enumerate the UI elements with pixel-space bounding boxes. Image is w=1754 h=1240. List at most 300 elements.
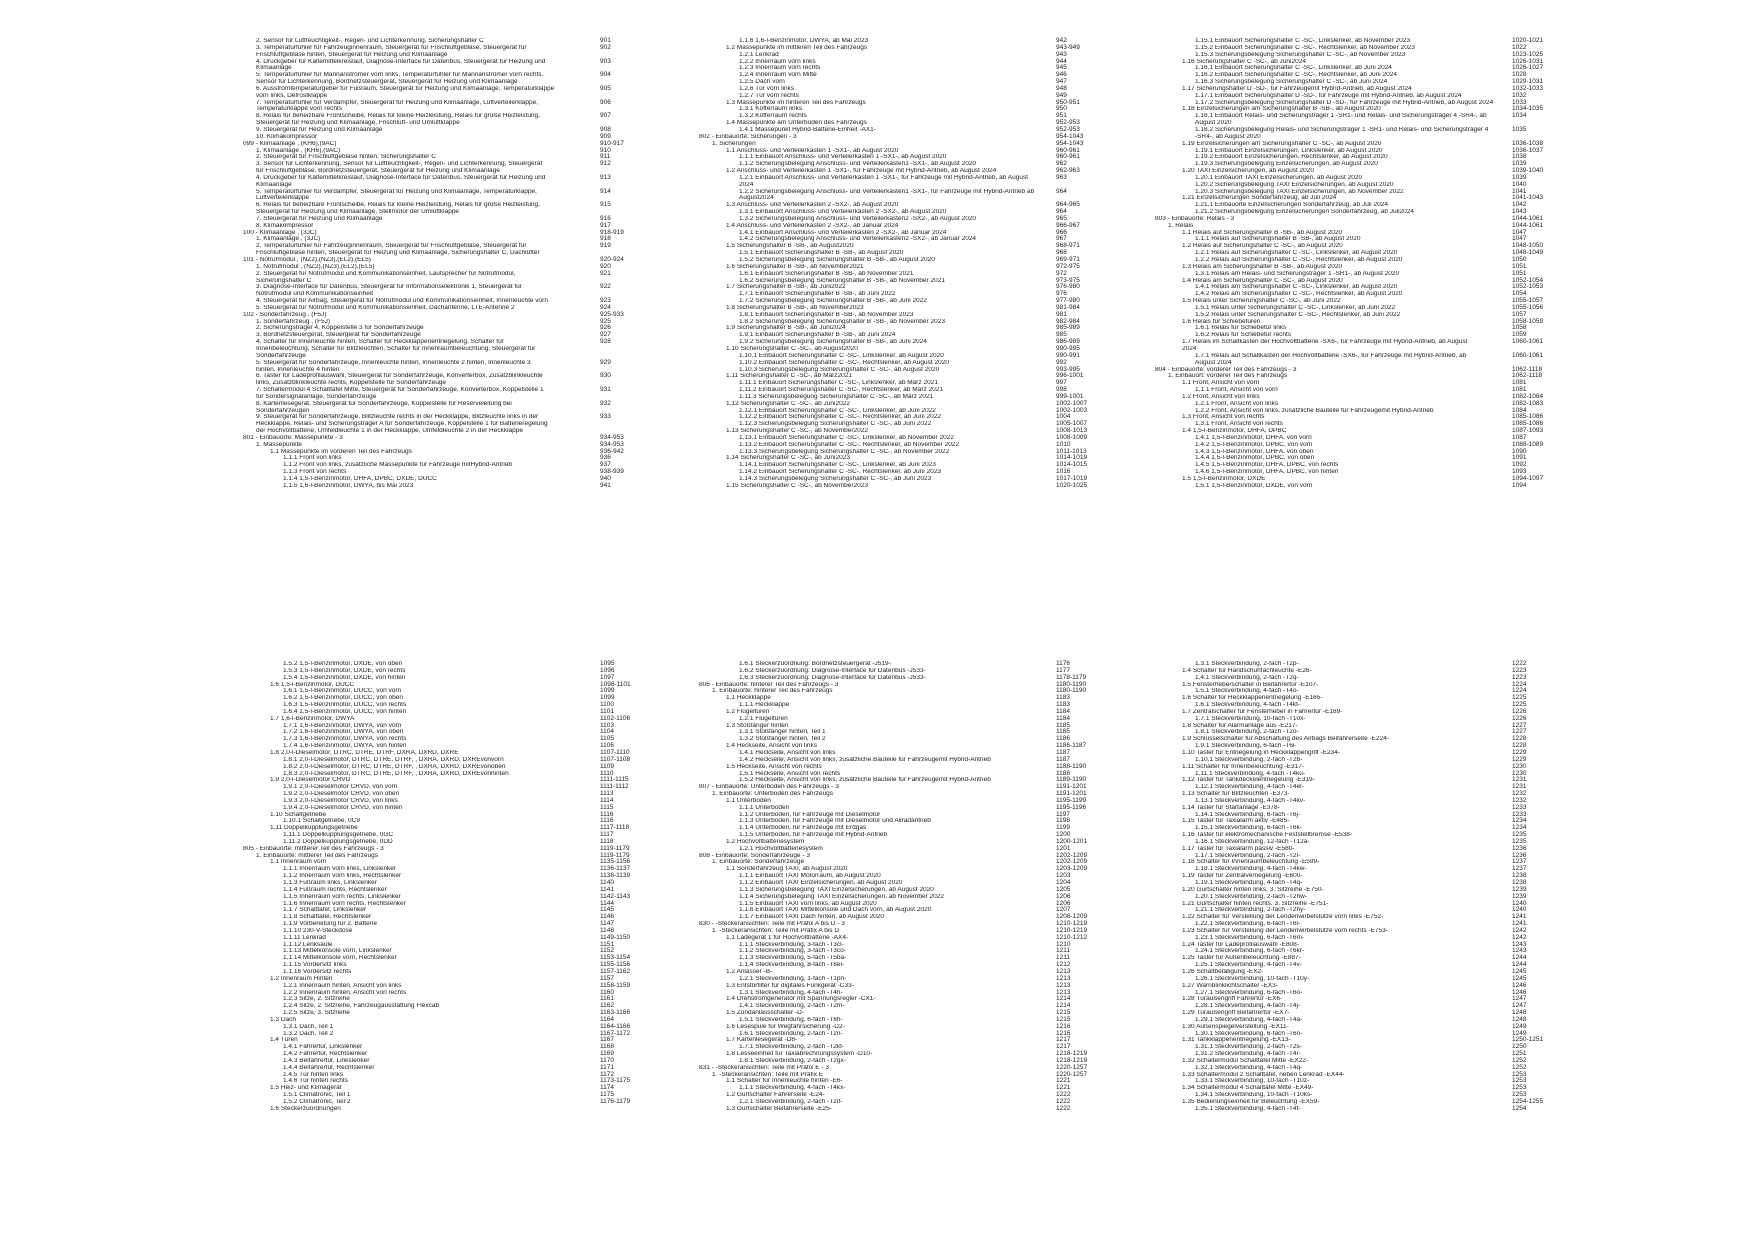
toc-entry-title: 3. Bordnetzsteuergerät, Steuergerät für Sonderfahrzeuge [256,332,421,339]
toc-entry-page: 954-1043 [1056,132,1084,140]
toc-entry [699,175,1129,182]
toc-entry-page: 1020-1025 [1056,481,1088,489]
toc-entry-title: Sonderfahrzeugen [256,407,310,414]
toc-entry-title: 8. Klimakompressor [256,222,314,229]
toc-entry-title: 1.1 Unterboden [726,797,771,804]
toc-entry-title: 1.32.1 Steckverbindung, 4-fach -T4q- [1195,1064,1303,1071]
toc-entry-page: 1043 [1512,208,1527,216]
toc-entry-page: 1224 [1512,680,1527,688]
toc-entry-page: 962-963 [1056,167,1080,175]
toc-entry-title: 1.9 2,0-l-Dieselmotor CRVD [270,777,351,784]
toc-entry-title: 1.10 Taster für Entriegelung in Heckklappengriff -E234- [1182,749,1341,756]
toc-entry-page: 990-991 [1056,351,1080,359]
toc-entry [243,387,673,394]
toc-entry-title: 1.11.1 Doppelkupplungsgetriebe, 0GC [283,832,394,839]
toc-entry-page: 1011-1013 [1056,447,1087,455]
toc-entry-title: 1.11.1 Einbauort Sicherungshalter C -SC-, Linkslenker, ab März 2021 [739,380,938,387]
toc-entry-page: 1176 [1056,660,1070,667]
toc-entry-title: 1. Massepunkte [256,441,302,448]
toc-entry-title: 1.28 Türaußengriff Fahrertür -EX6- [1182,996,1283,1003]
toc-entry-title: 1.1.5 Innenraum vorn rechts, Linkslenker [283,893,401,900]
toc-page-2 [0,620,1754,1240]
toc-entry-page: 1101 [600,707,614,715]
toc-entry-title: 1.4.6 1,5-l-Benzinmotor, DHFA, DPBC, von hinten [1195,469,1339,476]
toc-entry-title: 1.2.2 Relais auf Sicherungshalter C -SC-, Rechtslenker, ab August 2020 [1195,257,1403,263]
toc-entry-title: 1.2 Front, Ansicht von links [1182,393,1260,400]
toc-entry-page: 1243 [1512,940,1527,948]
toc-entry-title: 1.7 Zentralschalter für Fensterheber in Fahrertür -E189- [1182,708,1343,715]
toc-entry-page: 1241 [1512,913,1527,921]
toc-entry-page: 1087-1093 [1512,427,1544,435]
toc-entry-title: 1.5.1 Steckverbindung, 6-fach -T6h- [739,1016,843,1023]
toc-entry-title: 1.3.1 Steckverbindung, 4-fach -T4h- [739,989,843,996]
toc-entry-title: 1.15.1 Einbauort Sicherungshalter C -SC-, Linkslenker, ab November 2023 [1195,38,1410,44]
toc-entry-page: 1095 [600,660,615,667]
toc-entry-page: 929 [600,358,611,366]
toc-entry-title: 1.8 Schalter für Alarmanlage aus -E217- [1182,722,1298,729]
toc-entry-page: 1251 [1512,1050,1527,1058]
toc-entry-title: 1.10.1 Steckverbindung, 2-fach -T2b- [1195,756,1303,763]
toc-entry-title: 1.1.3 Front von rechts [283,469,347,476]
toc-entry-title: 1.2.3 Sitze, 2. Sitzreihe [283,996,350,1003]
toc-entry-page: 927 [600,331,611,339]
toc-entry-title: 1.19.1 Einbauort Einzelsicherungen, Linkslenker, ab August 2020 [1195,147,1383,154]
toc-entry-page: 1171 [600,1063,614,1071]
toc-entry-page: 990-995 [1056,344,1080,352]
toc-entry-title: 1. Einbauorte: Unterboden des Fahrzeugs [712,791,834,798]
toc-entry-page: 1211 [1056,947,1070,955]
toc-entry-title: 1. Einbauorte: Sonderfahrzeuge [712,859,805,866]
toc-entry-page: 1185 [1056,721,1070,729]
toc-entry-page: 1229 [1512,748,1527,756]
toc-entry-title: 2. Steuergerät für Notrufmodul und Kommunikationseinheit, Lautsprecher für Notrufmodul, [256,270,516,277]
toc-entry-title: 1.7 1,6-l-Benzinmotor, DWYA [270,715,355,722]
toc-entry-page: 1214 [1056,995,1071,1003]
toc-entry-title: 1.2 Innenraum Hinten [270,975,333,982]
toc-entry-page: 1113 [600,790,614,798]
toc-entry-title: 6. Relais für beheizbare Frontscheibe, Relais für kleine Heizleistung, Relais für große Heizleistung, [256,202,540,209]
toc-entry-page: 1052-1053 [1512,283,1544,291]
toc-entry-title: 1.10 Sicherungshalter C -SC-, ab August2020 [726,345,858,352]
toc-entry-title: 1.18 Einzelsicherungen am Sicherungshalter B -SB-, ab August 2020 [1182,106,1381,113]
toc-entry-page: 1204 [1056,879,1071,886]
toc-entry-title: 1.7 Sicherungshalter B -SB-, ab Juni2022 [726,284,846,291]
toc-entry-page: 1017-1019 [1056,475,1088,482]
toc-entry-page: 1085-1086 [1512,420,1544,428]
toc-entry-page: 1153-1154 [600,954,631,962]
toc-entry-page: 1002-1003 [1056,406,1088,414]
toc-entry-title: 1.2.1 Steckverbindung, 1-fach -T1pn- [739,975,847,982]
toc-entry-page: 1136-1137 [600,865,631,873]
toc-entry-page: 920-924 [600,256,624,263]
toc-entry-title: 1.6.2 1,5-l-Benzinmotor, DUCC, von oben [283,695,403,702]
toc-entry-title: 1.15 Sicherungshalter C -SC-, ab November2023 [726,482,868,489]
toc-entry-page: 1250-1251 [1512,1036,1544,1044]
toc-entry [699,189,1129,196]
toc-entry-page: 1005-1007 [1056,420,1088,428]
toc-entry-page: 1026-1031 [1512,57,1544,65]
toc-entry-page: 1223 [1512,673,1527,681]
toc-entry-page: 919 [600,242,611,250]
toc-entry-title: Steuergerät für Heizung und Klimaanlage, Frischluft- und Umluftklappe [256,120,460,127]
toc-entry-page: 1085-1086 [1512,413,1544,421]
toc-entry-title: 1.1.3 Fußraum links, Linkslenker [283,880,377,886]
toc-entry-page: 1094 [1512,481,1527,489]
toc-entry-title: 1.2 Anschluss- und Verteilerkasten 1 -SX1-, für Fahrzeuge mit Hybrid-Antrieb, ab August 2024 [726,168,997,175]
toc-entry-title: 1.3.2 Sicherungsbelegung Anschluss- und Verteilerkasten2 -SX2-, ab August 2020 [739,215,977,222]
toc-entry-title: 1.11 Doppelkupplungsgetriebe [270,825,358,832]
toc-entry-page: 925 [600,317,611,325]
toc-entry-page: 1184 [1056,714,1070,722]
toc-entry-title: 1.6.1 Steckverbindung, 4-fach -T4kt- [1195,702,1301,709]
toc-entry-title: 1.1.10 230-V-Steckdose [283,927,353,934]
toc-entry-page: 1208-1209 [1056,913,1088,921]
toc-entry-page: 1248 [1512,1009,1527,1017]
toc-entry-title: 1.6 1,5-l-Benzinmotor, DUCC [270,681,355,688]
toc-entry-title: 1. -Steckeransichten: Teile mit Präfix E [712,1071,824,1078]
toc-entry-title: 1.1.9 Vorbereitung für 2. Batterie [283,921,377,928]
toc-entry-page: 1110 [600,769,614,777]
toc-entry-title: 1.1.7 Einbauort TAXI Dach hinten, ab August 2020 [739,914,885,921]
toc-entry-page: 1211 [1056,954,1070,962]
toc-entry-page: 1023-1025 [1512,50,1544,58]
toc-entry-page: 1221 [1056,1084,1071,1092]
toc-entry-page: 1104 [600,728,614,736]
toc-entry-title: 1.13.3 Sicherungsbelegung Sicherungshalter C -SC-, ab November 2022 [739,448,950,455]
toc-entry-title: 9. Steuergerät für Sonderfahrzeuge, Blitzleuchte rechts in der Heckklappe, Blitzleuchte links in der [256,414,539,421]
toc-entry-page: 1164-1166 [600,1022,631,1030]
toc-entry-page: 1032 [1512,91,1527,99]
toc-entry-title: 1.21.2 Sicherungsbelegung Einzelsicherungen Sonderfahrzeug, ab Juli2024 [1195,209,1414,216]
toc-entry-title: 1.1.2 Unterboden, für Fahrzeuge mit Dieselmotor [739,811,881,818]
toc-entry-title: 5. Temperaturfühler für Verdampfer, Steuergerät für Heizung und Klimaanlage, Temperaturklappe, [256,188,537,195]
toc-entry-title: 1.5.1 1,5-l-Benzinmotor, DXDE, von vorn [1195,482,1313,489]
toc-entry-title: 1.3 Massepunkte im hinteren Teil des Fahrzeugs [726,99,866,106]
toc-entry-title: 1.3 Entstörfilter für digitales Funkgerät -C33- [726,982,854,989]
toc-entry-title: 1.4.1 Massepunkt Hybrid-Batterie-Einheit -AX1- [739,126,876,133]
toc-entry-page: 948 [1056,84,1067,92]
toc-entry-page: 942 [1056,37,1067,44]
toc-entry-title: 1.1.1 Front, Ansicht von vorn [1195,387,1278,394]
toc-entry-title: 1.4.1 1,5-l-Benzinmotor, DHFA, von vorn [1195,434,1312,441]
toc-entry-page: 1236 [1512,851,1527,859]
toc-entry-page: 1222 [1056,1091,1071,1099]
toc-entry [243,45,673,52]
toc-entry-title: 1.2.4 Sitze, 2. Sitzreihe, Fahrzeugausstattung Flexcab [283,1003,440,1010]
toc-entry-title: 1.15.1 Steckverbindung, 6-fach -T6k- [1195,825,1302,832]
toc-entry-page: 1195-1199 [1056,796,1087,804]
toc-entry-page: 966 [1056,228,1067,236]
toc-entry-page: 1117 [600,831,614,839]
toc-entry-title: 1.11.2 Einbauort Sicherungshalter C -SC-, Rechtslenker, ab März 2021 [739,387,944,394]
toc-entry-page: 1099 [600,687,615,695]
toc-entry-page: 904 [600,71,611,79]
toc-entry-page: 1186-1187 [1056,742,1087,750]
toc-entry-title: 101 - Notrufmodul , (NZ2),(NZ3),(EL2),(EL5) [243,257,371,263]
toc-entry-title: 1.4 Drehstromgenerator mit Spannungsregler -CX1- [726,996,876,1003]
toc-entry-title: 1.1.1 Steckverbindung, 4-fach -T4kx- [739,1085,846,1092]
toc-entry-page: 1237 [1512,865,1527,873]
toc-entry-title: 1.15.2 Einbauort Sicherungshalter C -SC-, Rechtslenker, ab November 2023 [1195,44,1416,51]
toc-entry-page: 1187 [1056,755,1070,763]
toc-entry-title: 1.4.2 Sicherungsbelegung Anschluss- und Verteilerkasten2 -SX2-, ab Januar 2024 [739,236,977,243]
toc-entry-title: August 2024 [1195,359,1232,366]
toc-entry-title: 1.1 Innenraum vorn [270,859,327,866]
toc-entry [243,189,673,196]
toc-column-1 [243,661,673,1113]
toc-entry-page: 1206 [1056,892,1071,900]
toc-entry-page: 944 [1056,57,1067,65]
toc-entry-title: 1. Einbauorte: hinterer Teil des Fahrzeugs [712,688,833,695]
toc-entry-title: 1.7.1 Relais auf Schaltkasten der Hochvoltbatterie -SX6-, für Fahrzeuge mit Hybrid-Antrieb, ab [1195,352,1467,359]
toc-entry-page: 1041 [1512,187,1527,195]
toc-entry-title: 1.8 Sicherungshalter B -SB-, ab November2023 [726,304,864,311]
toc-entry-title: Heckklappe, Relais- und Sicherungsträger A für Sonderfahrzeuge, Koppelstelle 1 für Batterieregelung [256,421,548,428]
toc-entry-title: 1.3.1 Steckverbindung, 2-fach -T2p- [1195,661,1299,667]
toc-column-2 [699,38,1129,490]
toc-entry-title: 1. Klimaanlage , (KH6),(9AC) [256,147,341,154]
toc-entry-title: 1.16.1 Steckverbindung, 12-fach -T12a- [1195,838,1310,845]
toc-entry-title: 1.34 Schaltermodul 4 Schalttafel Mitte -EX49- [1182,1085,1314,1092]
toc-entry-page: 1155-1156 [600,961,631,969]
toc-entry-title: 1.4 Massepunkte am Unterboden des Fahrzeugs [726,120,867,127]
toc-entry [1155,127,1585,134]
toc-entry-title: 1.1.6 Innenraum vorn rechts, Rechtslenker [283,900,406,907]
toc-entry-page: 1163-1166 [600,1009,631,1017]
toc-entry-page: 1180-1190 [1056,680,1087,688]
toc-entry-title: 2. Steuergerät für Frischluftgebläse hinten, Sicherungshalter C [256,154,436,161]
toc-entry-title: 1.8.1 Einbauort Sicherungshalter B -SB-, ab November 2023 [739,311,914,318]
toc-entry-page: 1243 [1512,947,1527,955]
toc-entry-title: 1.3 Anschluss- und Verteilerkasten 2 -SX2-, ab August 2020 [726,202,899,209]
toc-entry-page: 960-961 [1056,146,1080,154]
toc-entry [699,1106,1129,1113]
toc-entry-page: 1060-1061 [1512,351,1544,359]
toc-entry-title: 1.1.8 Schalttafel, Rechtslenker [283,914,372,921]
toc-entry [243,339,673,346]
toc-entry-page: 1117-1118 [600,824,630,832]
toc-entry-title: 1.11 Sicherungshalter C -SC-, ab März2021 [726,373,852,380]
toc-entry-page: 903 [600,57,611,65]
toc-entry-page: 932 [600,399,611,407]
toc-entry-title: 1.25.1 Steckverbindung, 4-fach -T4v- [1195,962,1302,969]
toc-entry-page: 1180-1190 [1056,687,1087,695]
toc-entry-page: 947 [1056,78,1067,86]
toc-entry-title: 1.17.2 Sicherungsbelegung Sicherungshalter D -SD-, für Fahrzeuge mit Hybrid-Antrieb, ab August 2024 [1195,99,1494,106]
toc-entry-page: 901 [600,37,611,44]
toc-entry-title: 1.30.1 Steckverbindung, 6-fach -T6n- [1195,1030,1303,1037]
toc-entry-title: 1.4.3 1,5-l-Benzinmotor, DHFA, von oben [1195,448,1314,455]
toc-entry-title: 9. Steuergerät für Heizung und Klimaanlage [256,126,383,133]
toc-entry-title: 1.6.1 Einbauort Sicherungshalter B -SB-, ab November 2021 [739,270,914,277]
toc-entry-title: 1.5 Sicherungshalter B -SB-, ab August2020 [726,243,854,250]
toc-entry-title: 1.1.6 Einbauort TAXI Mittelkonsole und Dach vorn, ab August 2020 [739,907,932,914]
toc-entry-page: 941 [600,481,611,489]
toc-entry-title: 1. Klimaanlage , (3JC) [256,236,321,243]
toc-entry-title: 1.4.2 Heckseite, Ansicht von links, zusätzliche Bauteile für Fahrzeugemit Hybrid-Antrieb [739,756,991,763]
toc-entry-page: 1048-1049 [1512,249,1544,257]
toc-entry-title: 7. Schaltermodul 4 Schalttafel Mitte, Steuergerät für Sonderfahrzeuge, Konverterbox, Koppelstelle 1 [256,387,544,394]
toc-entry-title: 1.8.2 Sicherungsbelegung Sicherungshalter B -SB-, ab November 2023 [739,318,945,325]
toc-entry-page: 1041-1043 [1512,194,1544,202]
toc-entry-title: 1.5 Heckseite, Ansicht von rechts [726,763,822,770]
toc-entry-page: 1008-1013 [1056,427,1088,435]
toc-entry-page: 910 [600,146,611,154]
toc-entry-title: 1.26.1 Steckverbindung, 10-fach -T10y- [1195,975,1310,982]
toc-entry-title: 1.1 Schalter für Innenleuchte hinten -E6- [726,1078,843,1085]
toc-entry-page: 1158-1159 [600,981,631,989]
toc-entry [243,483,673,490]
toc-entry-title: 1.5.3 1,5-l-Benzinmotor, DXDE, von rechts [283,667,406,674]
toc-entry-title: 1.2.5 Sitze, 3. Sitzreihe [283,1010,350,1017]
toc-entry-page: 1175 [600,1091,614,1099]
toc-entry-title: hinten, Innenleuchte 4 hinten [256,366,340,373]
toc-entry-page: 976 [1056,290,1067,298]
toc-entry-title: 1.7.1 Steckverbindung, 10-fach -T10x- [1195,715,1306,722]
toc-entry-title: 1.6.3 1,5-l-Benzinmotor, DUCC, von rechts [283,702,407,709]
toc-entry-title: 1.1 Front, Ansicht von vorn [1182,380,1260,387]
toc-entry-title: 1.9.1 Einbauort Sicherungshalter B -SB-, ab Juni 2024 [739,332,896,339]
toc-entry-page: 1168 [600,1043,614,1051]
toc-entry-title: 802 - Einbauorte: Sicherungen - 3 [699,133,797,140]
toc-entry-page: 1205 [1056,885,1071,893]
toc-entry-title: 1.4.1 Steckverbindung, 2-fach -T2m- [739,1003,845,1010]
toc-entry-title: 1.9.2 2,0-l-Dieselmotor CRVD, von oben [283,791,400,798]
toc-entry-title: 1.4 1,5-l-Benzinmotor, DHFA, DPBC [1182,428,1287,435]
toc-entry-title: 1.20 TAXI Einzelsicherungen, ab August 2020 [1182,168,1315,175]
toc-entry-title: Klimaanlage [256,181,292,188]
toc-entry-page: 1213 [1056,967,1071,975]
toc-entry-page: 950-951 [1056,98,1080,106]
toc-entry-page: 1055-1056 [1512,303,1544,311]
toc-entry-page: 1177 [1056,666,1070,674]
toc-entry-title: 1.1.12 Lenksäule [283,941,333,948]
toc-entry-title: 2024 [739,181,754,188]
toc-entry-page: 1144 [600,899,614,907]
toc-entry-title: 1.1.15 Vordersitz links [283,962,347,969]
toc-entry-title: 1.15 Taster für Taxialarm aktiv -E485- [1182,818,1290,825]
toc-entry-title: 1.2.2 Front, Ansicht von links, zusätzliche Bauteile für Fahrzeugemit Hybrid-Antrieb [1195,407,1434,414]
toc-entry-title: 1.23.1 Steckverbindung, 6-fach -T6m- [1195,934,1305,941]
toc-entry-page: 1020-1021 [1512,37,1544,44]
toc-entry-title: 5. Temperaturfühler für Mannanströmer vorn links, Temperaturfühler für Mannanströmer vorn rechts, [256,72,544,79]
toc-entry-page: 1107-1110 [600,748,630,756]
toc-entry-title: 1.3.1 Front, Ansicht von rechts [1195,421,1283,428]
toc-entry-page: 1235 [1512,837,1527,845]
toc-entry-title: 1.1.1 Heckklappe [739,702,790,709]
toc-entry-page: 1161 [600,995,614,1003]
toc-entry-title: 1.16 Taster für elektromechanische Feststellbremse -E538- [1182,832,1353,839]
toc-entry-title: 2024 [1182,345,1197,352]
toc-entry-title: 1. Sonderfahrzeug , (F5J) [256,318,331,325]
toc-entry-title: 1.4 Türen [270,1037,298,1044]
toc-entry-page: 1228 [1512,742,1527,750]
toc-entry-title: 1.4.5 Tür hinten links [283,1071,344,1078]
toc-entry-title: 1.1.2 Innenraum vorn links, Rechtslenker [283,873,402,880]
toc-entry-title: 1.3.2 Dach, Teil 2 [283,1030,334,1037]
toc-entry-page: 1054 [1512,290,1527,298]
toc-entry-title: 4. Druckgeber für Kältemittelkreislauf, Diagnose-Interface für Datenbus, Steuergerät für Heizung und [256,58,546,65]
toc-entry-page: 1223 [1512,666,1527,674]
toc-entry-page: 902 [600,43,611,51]
toc-entry-title: 1.13.1 Einbauort Sicherungshalter C -SC-, Linkslenker, ab November 2022 [739,434,954,441]
toc-entry-page: 1247 [1512,1002,1527,1010]
toc-entry-page: 1242 [1512,933,1527,941]
toc-entry-title: 1.2.7 Tür vorn rechts [739,92,799,99]
toc-entry-title: 1.14 Taster für Startanlage -E378- [1182,804,1280,811]
toc-entry-title: 1.2.1 Steckverbindung, 2-fach -T2if- [739,1099,843,1105]
toc-entry-title: 1.1.1 Steckverbindung, 3-fach -T3cl- [739,941,844,948]
toc-entry-page: 1232 [1512,790,1527,798]
toc-entry-page: 1008-1009 [1056,433,1088,441]
toc-entry-page: 1157 [600,974,614,982]
toc-entry-title: 1.20.3 Sicherungsbelegung TAXI Einzelsicherungen, ab November 2022 [1195,188,1404,195]
toc-entry-page: 1210-1219 [1056,920,1088,928]
toc-entry-title: 1.1.1 Relais auf Sicherungshalter B -SB-, ab August 2020 [1195,236,1361,243]
toc-entry-title: Sicherungshalter C [256,277,312,284]
toc-entry-page: 1227 [1512,728,1527,736]
toc-entry [243,243,673,250]
toc-entry-page: 1062-1118 [1512,365,1543,373]
toc-entry-page: 1157-1162 [600,967,631,975]
toc-entry-page: 1222 [1056,1098,1071,1105]
toc-entry-page: 930 [600,372,611,380]
toc-entry-title: 1.1.5 Einbauort TAXI vorn links, ab August 2020 [739,900,877,907]
toc-entry-page: 1081 [1512,379,1527,387]
toc-entry-title: 1.2 Massepunkte im mittleren Teil des Fahrzeugs [726,44,868,51]
toc-entry-page: 1189-1190 [1056,776,1087,784]
toc-entry-page: 1249 [1512,1022,1527,1030]
toc-entry-page: 1184 [1056,707,1070,715]
toc-entry-page: 1097 [600,673,615,681]
toc-entry-page: 972 [1056,269,1067,277]
toc-entry-page: 1253 [1512,1084,1527,1092]
toc-entry-page: 905 [600,84,611,92]
toc-entry-title: 1.5.2 Climatronic, Teil 2 [283,1099,351,1105]
toc-entry-page: 1173-1175 [600,1077,631,1085]
toc-entry-page: 1147 [600,920,614,928]
toc-entry-page: 1231 [1512,783,1527,791]
toc-entry-title: 1.1.1 Innenraum vorn links, Linkslenker [283,866,397,873]
toc-entry-page: 1254 [1512,1104,1527,1112]
toc-entry-title: 1.1.13 Mittelkonsole vorn, Linkslenker [283,948,392,955]
toc-entry-page: 1240 [1512,906,1527,914]
toc-entry-page: 1253 [1512,1077,1527,1085]
toc-entry-title: 1.1 Ladegerät 1 für Hochvoltbatterie -AX4- [726,934,849,941]
toc-entry-page: 1210 [1056,940,1071,948]
toc-entry-title: 1.16.1 Einbauort Sicherungshalter C -SC-, Linkslenker, ab Juni 2024 [1195,65,1392,72]
toc-entry-page: 1174 [600,1084,614,1092]
toc-entry-page: 1178-1179 [1056,673,1087,681]
toc-entry-page: 1247 [1512,995,1527,1003]
toc-entry-title: 1.2.2 Innenraum vorn links [739,58,816,65]
toc-entry-page: 936 [600,454,611,462]
toc-entry-page: 1160 [600,988,614,996]
toc-entry-title: 102 - Sonderfahrzeug , (F5J) [243,311,327,318]
toc-entry-title: 1.8.1 Steckverbindung, 2-fach -T2gx- [739,1057,846,1064]
toc-entry-title: Temperaturklappe vorn rechts [256,106,342,113]
toc-entry-title: 1.11.3 Sicherungsbelegung Sicherungshalter C -SC-, ab März 2021 [739,393,934,400]
toc-entry-title: 808 - Einbauorte: Sonderfahrzeuge - 3 [699,852,810,859]
toc-entry-title: 1.6.2 Steckerzuordnung: Diagnose-Interface für Datenbus -J533- [739,667,926,674]
toc-entry-title: 807 - Einbauorte: Unterboden des Fahrzeugs - 3 [699,784,839,791]
toc-entry-title: 1.21.1 Steckverbindung, 2-fach -T2hy- [1195,907,1306,914]
toc-entry-title: 1.4.2 Fahrertür, Rechtslenker [283,1051,368,1058]
toc-entry-page: 1185 [1056,728,1070,736]
toc-entry-page: 1214 [1056,1002,1071,1010]
toc-entry-title: 1.8.1 2,0-l-Dieselmotor, DTRC, DTRE, DTRF, , DXRA, DXRD, DXREvonvorn [283,756,504,763]
toc-entry-page: 933 [600,413,611,421]
